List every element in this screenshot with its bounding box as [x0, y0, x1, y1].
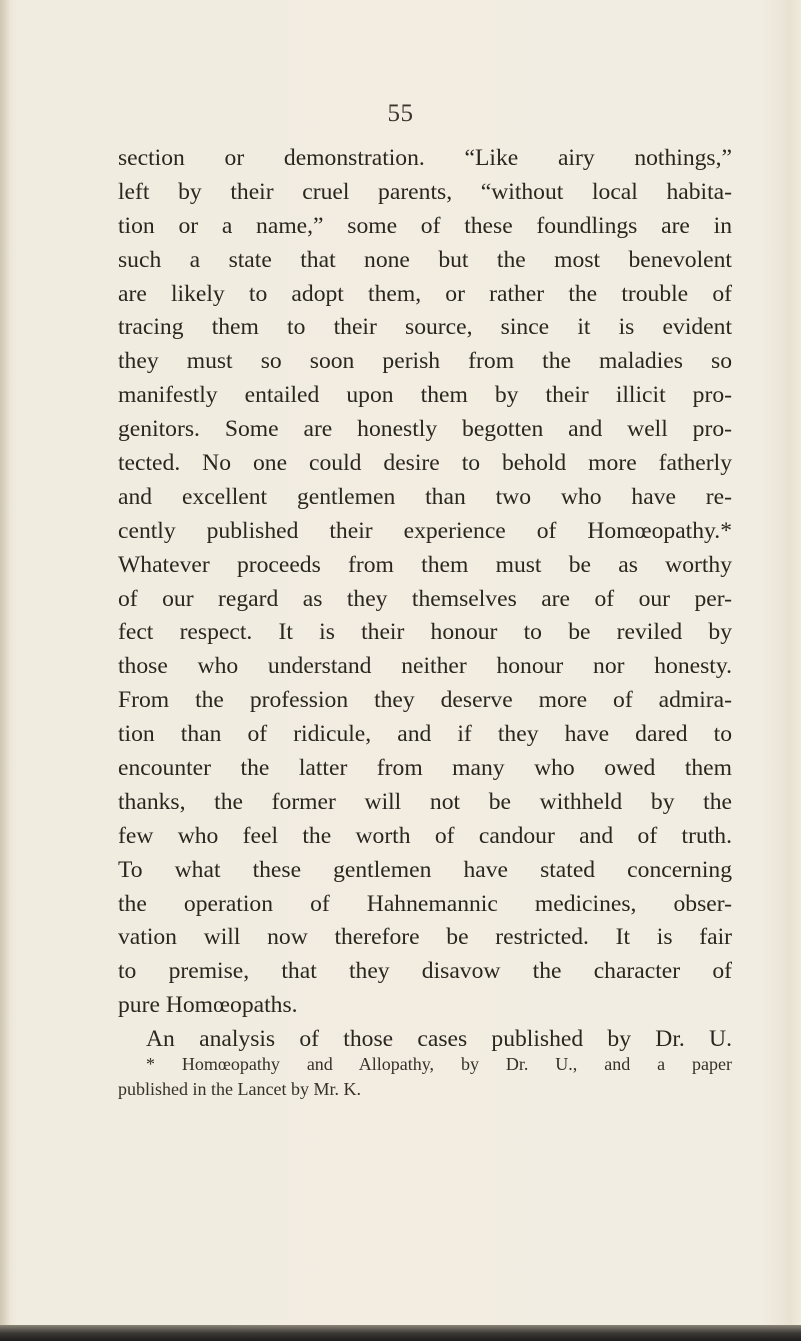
text-line: manifestly entailed upon them by their illicit pro-: [118, 382, 732, 409]
footnote-line: * Homœopathy and Allopathy, by Dr. U., and a paper: [146, 1054, 732, 1074]
text-line: few who feel the worth of candour and of truth.: [118, 822, 732, 849]
text-line: thanks, the former will not be withheld by the: [118, 788, 732, 815]
text-line: section or demonstration. “Like airy nothings,”: [118, 145, 732, 171]
body-text: [118, 142, 732, 1057]
text-line: fect respect. It is their honour to be reviled by: [118, 619, 732, 646]
text-line: they must so soon perish from the maladies so: [118, 348, 732, 375]
text-line: cently published their experience of Homœopathy.*: [118, 517, 732, 544]
text-line: to premise, that they disavow the character of: [118, 958, 732, 985]
text-line: From the profession they deserve more of admira-: [118, 687, 732, 714]
text-line: genitors. Some are honestly begotten and well pro-: [118, 416, 732, 443]
text-line: such a state that none but the most benevolent: [118, 246, 732, 273]
text-line: left by their cruel parents, “without local habita-: [118, 178, 732, 205]
page-number: 55: [387, 100, 414, 127]
text-line: tracing them to their source, since it is evident: [118, 314, 732, 341]
text-line: are likely to adopt them, or rather the trouble of: [118, 280, 732, 307]
text-line: vation will now therefore be restricted. It is fair: [118, 924, 732, 951]
footnote: [118, 1052, 732, 1102]
text-line: the operation of Hahnemannic medicines, obser-: [118, 890, 732, 917]
text-line: and excellent gentlemen than two who have re-: [118, 483, 732, 510]
text-line: encounter the latter from many who owed them: [118, 755, 732, 782]
text-line: An analysis of those cases published by Dr. U.: [146, 1026, 732, 1053]
footnote-line: published in the Lancet by Mr. K.: [118, 1079, 361, 1099]
text-line: To what these gentlemen have stated concerning: [118, 856, 732, 883]
text-line: those who understand neither honour nor honesty.: [118, 653, 732, 680]
text-line: Whatever proceeds from them must be as worthy: [118, 551, 732, 578]
page-bottom-edge: [0, 1325, 801, 1341]
text-line: tected. No one could desire to behold more fatherly: [118, 450, 732, 477]
page-left-shadow: [0, 0, 10, 1341]
text-line: tion or a name,” some of these foundlings are in: [118, 212, 732, 239]
text-line: of our regard as they themselves are of our per-: [118, 585, 732, 612]
text-line: tion than of ridicule, and if they have dared to: [118, 721, 732, 748]
text-line: pure Homœopaths.: [118, 992, 298, 1019]
